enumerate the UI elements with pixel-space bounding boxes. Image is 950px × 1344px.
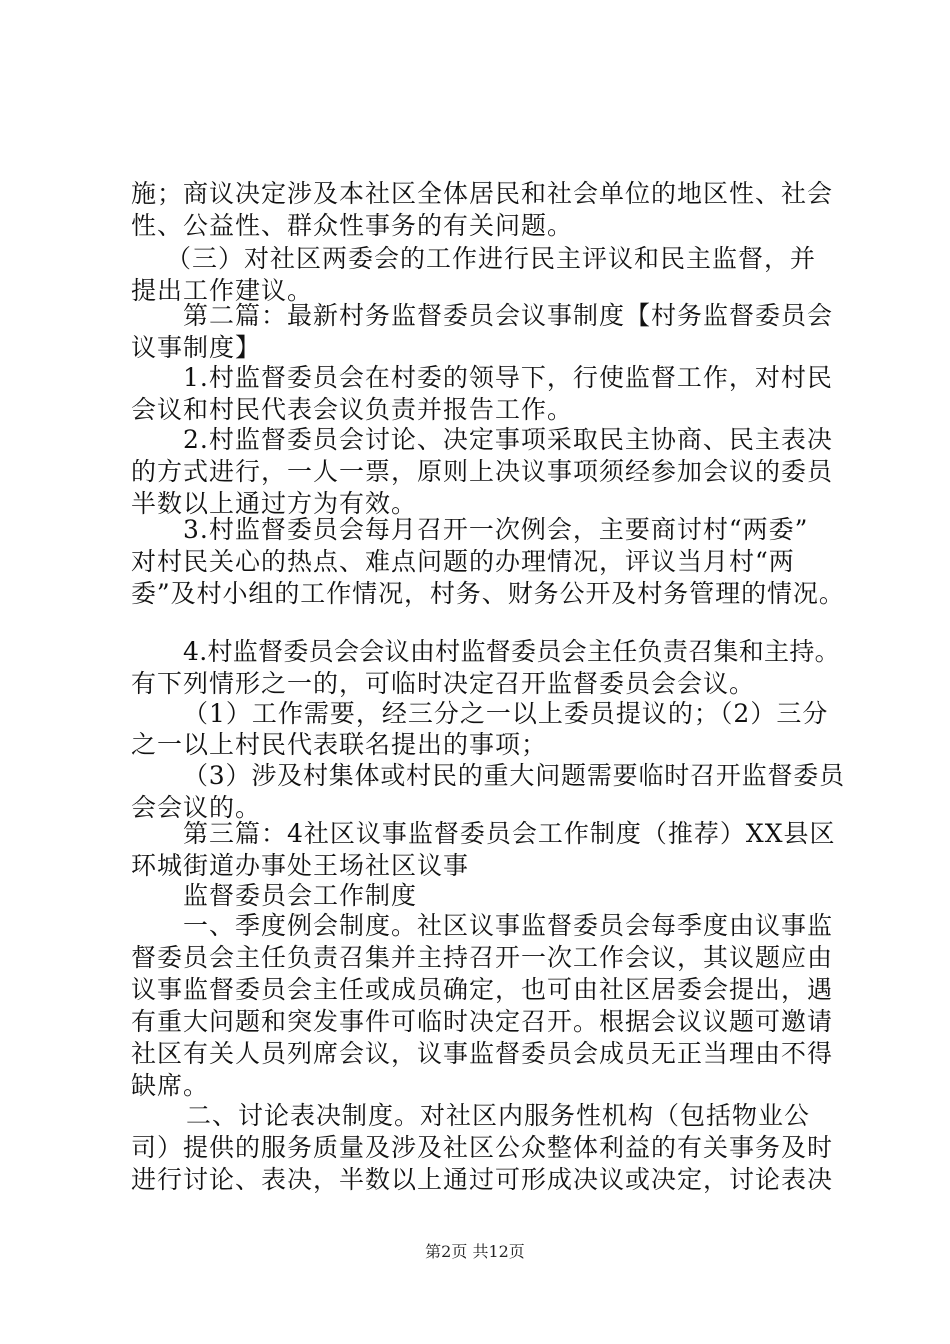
text-line: 3.村监督委员会每月召开一次例会，主要商讨村“两委”: [183, 515, 809, 544]
text-line: （三）对社区两委会的工作进行民主评议和民主监督，并: [166, 244, 817, 273]
text-line: 有下列情形之一的，可临时决定召开监督委员会会议。: [131, 669, 756, 698]
text-line: 议事监督委员会主任或成员确定，也可由社区居委会提出，遇: [131, 975, 834, 1004]
text-line: 一、季度例会制度。社区议事监督委员会每季度由议事监: [183, 911, 834, 940]
text-line: 施；商议决定涉及本社区全体居民和社会单位的地区性、社会: [131, 179, 834, 208]
text-line: 2.村监督委员会讨论、决定事项采取民主协商、民主表决: [183, 425, 833, 454]
text-line: 性、公益性、群众性事务的有关问题。: [131, 211, 574, 240]
text-line: 议事制度】: [131, 333, 262, 362]
text-line: 二、讨论表决制度。对社区内服务性机构（包括物业公: [186, 1101, 811, 1130]
text-line: 司）提供的服务质量及涉及社区公众整体利益的有关事务及时: [131, 1133, 834, 1162]
text-line: 进行讨论、表决，半数以上通过可形成决议或决定，讨论表决: [131, 1165, 834, 1194]
text-line: 督委员会主任负责召集并主持召开一次工作会议，其议题应由: [131, 943, 834, 972]
page-number-footer: 第2页 共12页: [425, 1242, 525, 1261]
text-line: 社区有关人员列席会议，议事监督委员会成员无正当理由不得: [131, 1039, 834, 1068]
text-line: 提出工作建议。: [131, 276, 314, 305]
text-line: 半数以上通过方为有效。: [131, 489, 418, 518]
text-line: 缺席。: [131, 1071, 210, 1100]
text-line: （1）工作需要，经三分之一以上委员提议的；（2）三分: [183, 699, 829, 728]
text-line: 会议和村民代表会议负责并报告工作。: [131, 395, 574, 424]
text-line: 委”及村小组的工作情况，村务、财务公开及村务管理的情况。: [131, 579, 845, 608]
text-line: 环城街道办事处王场社区议事: [131, 851, 470, 880]
text-line: 监督委员会工作制度: [183, 881, 418, 910]
text-line: 会会议的。: [131, 793, 262, 822]
text-line: （3）涉及村集体或村民的重大问题需要临时召开监督委员: [183, 761, 845, 790]
text-line: 第三篇：4社区议事监督委员会工作制度（推荐）XX县区: [183, 819, 836, 848]
text-line: 的方式进行，一人一票，原则上决议事项须经参加会议的委员: [131, 457, 834, 486]
text-line: 有重大问题和突发事件可临时决定召开。根据会议议题可邀请: [131, 1007, 834, 1036]
text-line: 对村民关心的热点、难点问题的办理情况，评议当月村“两: [131, 547, 795, 576]
text-line: 1.村监督委员会在村委的领导下，行使监督工作，对村民: [183, 363, 833, 392]
text-line: 4.村监督委员会会议由村监督委员会主任负责召集和主持。: [183, 637, 840, 666]
text-line: 之一以上村民代表联名提出的事项；: [131, 730, 548, 759]
text-line: 第二篇：最新村务监督委员会议事制度【村务监督委员会: [183, 301, 834, 330]
